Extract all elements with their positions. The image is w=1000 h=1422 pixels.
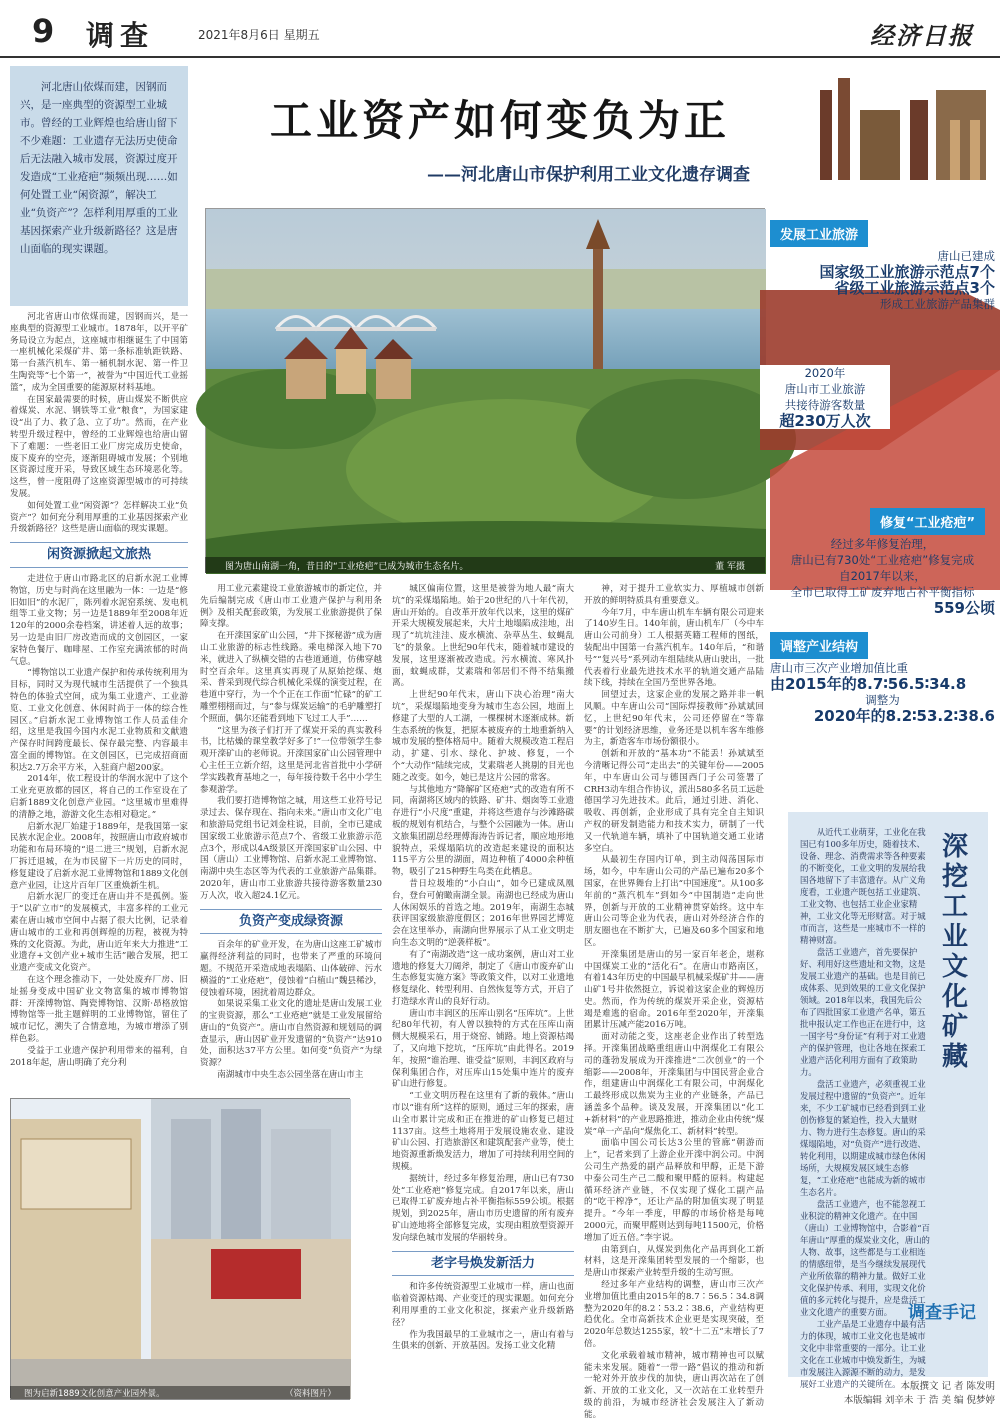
ig-sec1-text xyxy=(790,248,995,312)
c4-p1: 神，对于提升工业软实力、厚植城市创新开放的鲜明特质具有重要意义。 xyxy=(584,584,764,606)
lead-text: 河北唐山依煤而建，因钢而兴，是一座典型的资源型工业城市。曾经的工业辉煌也给唐山留下不少难题：工业遗存无法历史使命后无法融入城市发展，资源过度开发造成“工业疮疤”频频出现……如何处置工业“闲资源”，解决工业“负资产”？怎样利用厚重的工业基因探索产业升级新路径？这是唐山面临的现实课题。 xyxy=(20,81,178,255)
c2-subhead: 负资产变成绿资源 xyxy=(200,909,382,935)
ig-sec1-line3: 省级工业旅游示范点3个 xyxy=(834,279,995,297)
c1-subhead: 闲资源掀起文旅热 xyxy=(10,542,188,568)
main-photo-caption xyxy=(205,557,765,573)
c1-p2: 在国家最需要的时候，唐山煤炭不断供应着煤炭、水泥、钢铁等工业“粮食”，为国家建设“出了力、救了急、立了功”。然而，在产业转型升级过程中，曾经的工业辉煌也给唐山留下了难题：一些老旧工业厂房完成历史使命，废下废弃的空壳，逐渐阻碍城市发展；个别地区资源过度开采，导致区域生态环境恶化等。这些，曾一度阻碍了这座资源型城市的可持续发展。 xyxy=(10,394,188,499)
c4-p3: 回望过去，这家企业的发展之路并非一帆风顺。中车唐山公司“国际焊接教师”孙斌斌回忆，上世纪90年代末，公司还停留在“等靠要”的计划经济思维，业务还是以机车客车维修为主，新造客车市场份额很小。 xyxy=(584,690,764,748)
infographic xyxy=(760,70,1000,805)
c1-p5: “博物馆以工业遗产保护和传承传统利用为目标，同时又为现代城市生活提供了一个独具特色的体验式空间，成为集工业遗产、工业游览、工业文化创意、休闲时尚于一体的综合性园区。”启新水泥工业博物馆工作人员孟佳介绍，这里是我国今国内水泥工业物质和文献遗产保存时间跨度最长、保存最完整、内容最丰富全面的博物馆。在文创园区，已完成招商面积达2.7万余平方米，入驻商户超200家。 xyxy=(10,668,188,773)
ig-sec2-line5: 559公顷 xyxy=(933,599,995,617)
c4-p11: 文化承载着城市精神，城市精神也可以赋能未来发展。随着“一带一路”倡议的推动和新一轮对外开放步伐的加快，唐山再次站在了创新、开放的工业文化，又一次站在工业转型升级的前沿，为城市经济社会发展注入了新动能。 xyxy=(584,1350,764,1420)
c3-p1: 城区偏南位置，这里是被誉为地人最“南大坑”的采煤塌陷地。始于20世纪的八十年代初，唐山开始的。自改革开放年代以来，这里的煤矿开采大规模发展起来，大片土地塌陷成洼地，出现了“坑坑洼洼、废水横流、杂草丛生、蚊蝇乱飞”的景象。上世纪90年代末，随着城市建设的发展，这里逐渐被改造成。污水横流、寒风扑面，蚊蝇成群，艾素瑞和邻居们不得不结集搬离。 xyxy=(392,584,574,689)
ig-sec3-line3: 调整为 xyxy=(865,693,900,707)
c3-p7: “工业文明历程在这里有了新的载体。”唐山市以“谁有所”这样的原则，通过三年的探索，唐山全市累计完成和正在推进的矿山修复已超过1137亩。这些土地将用于发展设施农业、建设矿山公园、打造旅游区和建筑配套产业等，使土地资源重新焕发活力，增加了可持续利用空间的规模。 xyxy=(392,1091,574,1173)
ig-sec3-line2: 由2015年的8.7∶56.5∶34.8 xyxy=(770,675,967,693)
secondary-photo xyxy=(10,1098,350,1398)
c2-p5: 百余年的矿业开发，在为唐山这座工矿城市赢得经济利益的同时，也带来了严重的环境问题。不规范开采造成地表塌陷、山体破碎、污水横溢的“工业疮疤”，侵蚀着“白植山”魏县稀沙，侵蚀着环境，困扰着周边群众。 xyxy=(200,940,382,998)
ig-sec3-line1: 唐山市三次产业增加值比重 xyxy=(770,661,908,675)
page-number: 9 xyxy=(32,12,55,50)
section-title: 调查 xyxy=(86,19,155,52)
c3-p3: 与其他地方“降解矿区疮疤”式的改造有所不同，南湖将区域内的铁路、矿井、烟囱等工业遗存进行“小尺度”重建，并将这些遗存与沙滩路碳板的规划有机结合，与整个公园融为一体。唐山文旅集团副总经理傅海涛告诉记者，顺应地形地貌特点，采煤塌陷坑的改造起来建设的面积达115平方公里的湖面，周边种植了4000余种植物，吸引了215种野生鸟类在此栖息。 xyxy=(392,784,574,878)
c4-p10: 经过多年产业结构的调整，唐山市三次产业增加值比重由2015年的8.7∶56.5∶34.8调整为2020年的8.2∶53.2∶38.6，产业结构更趋优化。全市高新技术企业更是实现突破，至2020年总数达1255家，较“十二五”末增长了7倍。 xyxy=(584,1280,764,1349)
secondary-photo-caption xyxy=(10,1386,350,1400)
ig-sec3 xyxy=(770,632,868,659)
c4-p7: 面对动能之变，这座老企业作出了转型选择。开滦集团战略重组唐山中润煤化工有限公司的蓬勃发展成为开滦推进“二次创业”的一个缩影——2008年，开滦集团与中国民营企业合作，组建唐山中润煤化工有限公司，中润煤化工最终形成以焦炭为主业的产业链条，产品已涵盖多个品种。谈及发展，开滦集团以“化工+新材料”的产业思路推进，推动企业由传统“煤炭”单一产品向“煤焦化工、新材料”转型。 xyxy=(584,1032,764,1137)
ig-sec1-line4: 形成工业旅游产品集群 xyxy=(880,297,995,311)
c3-p5: 有了“南湖改造”这一成功案例，唐山对工业遗地的修复大刀阔斧，制定了《唐山市废弃矿山生态修复实施方案》等政策文件，以对工业遗地修复绿化、转型利用、自然恢复等方式，开启了打造绿水青山的良好行动。 xyxy=(392,949,574,1007)
credits xyxy=(785,1380,995,1408)
c2-p3: “这里为孩子们打开了煤炭开采的真实教科书，比枯燥的课堂教学好多了!”一位带领学生参观开滦矿山的老师说。开滦国家矿山公园管理中心主任王立新介绍，这里是河北省首批中小学研学实践教育基地之一，每年接待数千名中小学生参观游学。 xyxy=(200,725,382,795)
ig-sec1-line2: 国家级工业旅游示范点7个 xyxy=(819,263,995,281)
column-1 xyxy=(10,312,188,1097)
c3-subhead: 老字号焕发新活力 xyxy=(392,1251,574,1277)
c1-p6: 2014年，依工程设计的华润水泥中了这个工业充更放都的园区，将自己的工作室设在了启新1889文化创意产业园。“这里城市里难得的清静之地，游游文化生态相对稳定。” xyxy=(10,774,188,820)
ig-sec2-line2: 唐山已有730处“工业疮疤”修复完成 xyxy=(790,553,975,567)
side-p5: 工业产品是工业遗存中最有活力的体现，城市工业文化也是城市文化中非常重要的一部分。让工业文化在工业城市中焕发新生，为城市发展注入源源不断的动力，是发展好工业遗产的关键所在。 xyxy=(800,1319,926,1389)
issue-date: 2021年8月6日 星期五 xyxy=(198,28,320,42)
c3-p4: 昔日垃圾堆的“小白山”，如今已建成凤凰台，登台可俯瞰南湖全景。南湖也已经成为唐山人休闲娱乐的首选之地。2019年，南湖生态城获评国家级旅游度假区；2016年世界园艺博览会在这里举办，南湖向世界展示了从工业文明走向生态文明的“逆袭样板”。 xyxy=(392,878,574,948)
c1-p3: 如何处置工业“闲资源”？怎样解决工业“负资产”？如何充分利用厚重的工业基因探索产业升级新路径？这些是唐山面临的现实课题。 xyxy=(10,500,188,535)
c1-p1: 河北省唐山市依煤而建，因钢而兴，是一座典型的资源型工业城市。1878年，以开平矿务局设立为起点，这座城市相继诞生了中国第一座机械化采煤矿井、第一条标准轨距铁路、第一台蒸汽机车、第一桶机制水泥、第一件卫生陶瓷等“七个第一”，被誉为“中国近代工业摇篮”，成为全国重要的能源原材料基地。 xyxy=(10,312,188,393)
side-commentary-title: 深挖工业文化矿藏 xyxy=(941,832,968,1072)
side-commentary-tag: 调查手记 xyxy=(908,1303,976,1323)
ig-sec3-line4: 2020年的8.2∶53.2∶38.6 xyxy=(813,707,995,725)
c1-p9: 在这个理念推动下，一处处废弃厂房、旧址摇身变成中国矿业文物富集的城市博物馆群：开滦博物馆、陶瓷博物馆、汉斯·昂格放馆博物馆等一批主题鲜明的工业博物馆，留住了城市记忆，溯失了合情意地，为城市增添了别样色彩。 xyxy=(10,975,188,1045)
main-photo xyxy=(205,208,765,573)
c4-p9: 由第到白，从煤炭到焦化产品再到化工新材料，这是开滦集团转型发展的一个缩影，也是唐山市探索产业转型升级的生动写照。 xyxy=(584,1244,764,1279)
ig-sec1-line6: 唐山市工业旅游 xyxy=(784,382,866,396)
c2-p1: 用工业元素建设工业旅游城市的新定位，并先后编制完成《唐山市工业遗产保护与利用条例》及相关配套政策，为发展工业旅游提供了保障支撑。 xyxy=(200,584,382,630)
c4-p8: 面临中国公司长达3公里的管廊“朝游而上”，记者来到了上游企业开滦中润公司。中润公司生产热爱的副产品释放和甲醇，正是下游中泰公司生产己二酸和聚甲醛的原料。构建起循环经济产业链，不仅实现了煤化工副产品的“吃干榨净”，还让产品的附加值实现了明显提升。“今年一季度，甲醇的市场价格是每吨2000元，而聚甲醛则达到每吨11500元，价格增加了近五倍。”李宇说。 xyxy=(584,1138,764,1243)
c2-p2: 在开滦国家矿山公园，“井下探秘游”成为唐山工业旅游的标志性线路。乘电梯深入地下70米，就进入了纵横交错的古巷道通道，仿佛穿越时空百余年。这里真实再现了从原始挖煤、炮采、普采到现代综合机械化采煤的演变过程，在巷道中穿行，为一个个正在工作面“忙碌”的矿工雕塑栩栩而过，与“参与煤炭运输”的毛驴雕塑打个照面，偶尔还能看到地下飞过工人手”…… xyxy=(200,631,382,724)
ig-sec2-line1: 经过多年修复治理， xyxy=(830,537,935,551)
side-p4: 盘活工业遗产，也不能忽视工业积淀的精神文化遗产。在中国（唐山）工业博物馆中，合影着“百年唐山”厚重的煤炭业文化，唐山的人物、故事，这些都是与工业相连的情感纽带，是当今继续发展现代产业所依靠的精神力量。做好工业文化保护传承、利用，实现文化价值的多元转化与提升，应是盘活工业文化遗产的重要方面。 xyxy=(800,1199,930,1317)
c1-p4: 走进位于唐山市路北区的启新水泥工业博物馆，历史与时尚在这里融为一体：一边是“修旧如旧”的水泥厂，陈列着水泥窑系统、发电机组等工业文物；另一边是1889年至2008年近120年的2000余卷档案，讲述着人远的故事；另一边是由旧厂房改造而成的文创园区，一家家特色餐厅、咖啡屋、工作室充满浓郁的时尚气息。 xyxy=(10,573,188,667)
c2-p7: 南湖城市中央生态公园坐落在唐山市主 xyxy=(217,1070,364,1081)
column-3 xyxy=(392,584,574,1404)
c3-p6: 唐山市丰润区的压库山别名“压库坑”。上世纪80年代初，有人曾以独特的方式在压库山南侧大规模采石，用于烧窑、铺路。地上资源枯竭了，又向地下挖坑，“压库坑”由此得名。2019年，按照“谁治理、谁受益”原则，丰润区政府与保利集团合作，对压库山15处集中连片的废弃矿山进行修复。 xyxy=(392,1008,574,1090)
ig-tag-tourism: 发展工业旅游 xyxy=(770,220,868,247)
side-p2: 盘活工业遗产，首先要保护好、利用好这些遗址和文物，这是发展工业遗产的基础。也是目前已成体系、见到效果的工业文化保护领域。2018年以来，我国先后公布了四批国家工业遗产名单，第五批申报认定工作也正在进行中，这一国字号“身份证”有利于对工业遗产的保护管理，也让各地在探索工业遗产活化利用方面有了政策助力。 xyxy=(800,947,926,1077)
c3-p10: 作为我国最早的工业城市之一，唐山有着与生俱来的创新、开放基因。发扬工业文化精 xyxy=(392,1329,574,1352)
c3-p2: 上世纪90年代末，唐山下决心治理“南大坑”，采煤塌陷地变身为城市生态公园，地面上修建了大型的人工湖，一棵棵树木逐渐成林。新生态系统的恢复，把原本被废弃的土地重新纳入城市发展的整体格局中。随着大规模改造工程启动，扩建、引水、绿化、护坡、修复，一个个“大动作”陆续完成，艾素瑞老人挑剔的目光也随之改变。如今，她已是这片公园的常客。 xyxy=(392,690,574,783)
secondary-photo-image xyxy=(11,1099,351,1399)
credits-editor: 本版编辑 刘辛未 于 浩 美 编 倪梦婷 xyxy=(843,1395,995,1406)
main-photo-image xyxy=(206,209,766,574)
ig-sec1 xyxy=(770,220,868,247)
ig-tag-structure: 调整产业结构 xyxy=(770,632,868,659)
c3-p9: 和许多传统资源型工业城市一样，唐山也面临着资源枯竭、产业变迁的现实课题。如何充分利用厚重的工业文化积淀，探索产业升级新路径？ xyxy=(392,1282,574,1328)
ig-sec2-text xyxy=(770,536,995,616)
newspaper-logo: 经济日报 xyxy=(870,21,974,50)
secondary-photo-credit: （资料图片） xyxy=(284,1389,336,1399)
ig-sec3-text xyxy=(770,660,995,724)
c3-p8: 据统计，经过多年修复治理，唐山已有730处“工业疮疤”修复完成。自2017年以来，唐山已取得工矿废弃地占补平衡指标559公顷。根据规划，到2025年，唐山市历史遗留的所有废弃矿山迹地将全部修复完成，实现由粗放型资源开发向绿色城市发展的华丽转身。 xyxy=(392,1173,574,1243)
c1-p10: 受益于工业遗产保护利用带来的福利，自2018年起，唐山明确了充分利 xyxy=(10,1045,188,1068)
c2-p4: 我们要打造博物馆之城，用这些工业符号记录过去、保存现在、指向未来。”唐山市文化广电和旅游局党组书记刘金柱说，目前，全市已建成国家级工业旅游示范点7个、省级工业旅游示范点3个，形成以4A级景区开滦国家矿山公园、中国（唐山）工业博物馆、启新水泥工业博物馆、南湖中央生态区等为代表的工业旅游产品集群。2020年，唐山市工业旅游共接待游客数量230万人次，收入超24.1亿元。 xyxy=(200,796,382,901)
ig-sec2-line4: 全市已取得工矿废弃地占补平衡指标 xyxy=(790,585,975,599)
lead-box xyxy=(10,66,188,306)
main-photo-caption-text: 图为唐山南湖一角，昔日的“工业疮疤”已成为城市生态名片。 xyxy=(225,562,469,572)
c4-p6: 开滦集团是唐山的另一家百年老企，堪称中国煤炭工业的“活化石”。在唐山市路南区，有着143年历史的中国最早机械采煤矿井——唐山矿1号井依然挺立，诉说着这家企业的辉煌历史。然而，作为传统的煤炭开采企业，资源枯竭是难逃的宿命。2016年至2020年，开滦集团累计压减产能2016万吨。 xyxy=(584,949,764,1031)
ig-tag-repair: 修复“工业疮疤” xyxy=(870,508,985,535)
credits-writer: 本版撰文 记 者 陈发明 xyxy=(900,1381,995,1392)
ig-sec1-line8: 超230万人次 xyxy=(779,412,871,430)
ig-sec1-line1: 唐山已建成 xyxy=(937,249,995,263)
column-4 xyxy=(584,584,764,1420)
side-p3: 盘活工业遗产，必须重视工业发展过程中遗留的“负资产”。近年来，不少工矿城市已经看到到工业创伤修复的紧迫性，投入大量财力、物力进行生态修复。唐山的采煤塌陷地，对“负资产”进行改造、转化利用，以期建成城市绿色休闲场所，大规模发展区域生态修复，“工业疮疤”也能成为新的城市生态名片。 xyxy=(800,1079,926,1197)
ig-sec1-line5: 2020年 xyxy=(804,366,846,380)
c2-p6: 如果说采集工业文化的遗址是唐山发展工业的宝贵资源，那么“工业疮疤”就是工业发展留给唐山的“负资产”。唐山市自然资源和规划局的调查显示，唐山因矿业开发遗留的“负资产”达910处，面积达37平方公里。如何变“负资产”为绿资源？ xyxy=(200,999,382,1069)
side-p1: 从近代工业萌芽，工业化在我国已有100多年历史，随着技术、设备、理念、消费需求等各种要素的不断变化，工业文明的发展给我国各地留下了丰富遗存。从广义角度看，工业遗产既包括工业建筑、工业文物、也包括工业企业家精神，工业文化等无形财富。对于城市而言，这些是一座城市不一样的精神财富。 xyxy=(800,827,926,945)
ig-sec2 xyxy=(870,508,985,535)
c4-p2: 今年7月，中车唐山机车车辆有限公司迎来了140岁生日。140年前，唐山机车厂（今中车唐山公司前身）工人根据英籍工程师的图纸，装配出中国第一台蒸汽机车。140年后，“和谐号”“复兴号”系列动车组陆续从唐山驶出，一批代表着行业最先进技术水平的轨道交通产品陆续下线，持续在全国乃至世界各地。 xyxy=(584,607,764,689)
main-photo-credit: 董 军摄 xyxy=(715,562,745,572)
ig-sec2-line3: 自2017年以来， xyxy=(839,569,926,583)
headline: 工业资产如何变负为正 xyxy=(269,96,730,145)
secondary-photo-caption-text: 图为启新1889文化创意产业园外景。 xyxy=(24,1389,165,1399)
ig-sec1-text2 xyxy=(760,365,890,429)
c1-p8: 启新水泥厂的变迁在唐山并不是孤例。鉴于“以矿立市”的发展模式，丰富多样的工业元素在唐山城市空间中占据了很大比例，记录着唐山城市的工业和再创辉煌的历程，被视为特殊的文化资源。为此，唐山近年来大力推进“工业遗存+文创产业+城市生活”融合发展，把工业遗产变成文化资产。 xyxy=(10,892,188,974)
c4-p5: 从最初生存国内订单，到主动闯荡国际市场，如今，中车唐山公司的产品已遍布20多个国家，在世界舞台上打出“中国速度”。从100多年前的“蒸汽机车”到如今“中国制造”走向世界，创新与开放的工业精神贯穿始终。这中车唐山公司等企业为代表，唐山对外经济合作的朋友圈也在不断扩大，已遍及60多个国家和地区。 xyxy=(584,855,764,948)
c4-p4: 创新和开放的“基本功”不能丢！孙斌斌至今清晰记得公司“走出去”的关键年份——2005年，中车唐山公司与德国西门子公司签署了CRH3动车组合作协议，派出580多名员工远赴德国学习先进技术。此后，通过引进、消化、吸收、再创新，企业形成了具有完全自主知识产权的研发制造能力和技术实力，研制了一代又一代轨道车辆，填补了中国轨道交通工业诸多空白。 xyxy=(584,749,764,854)
ig-sec1-line7: 共接待游客数量 xyxy=(784,398,866,412)
subheadline: ——河北唐山市保护利用工业文化遗存调查 xyxy=(427,165,750,185)
c1-p7: 启新水泥厂始建于1889年，是我国第一家民族水泥企业。2008年，按照唐山市政府城市功能和布局环境的“退二进三”规划，启新水泥厂拆迁退城，在为市民留下一片历史的同时，修复建设了启新水泥工业博物馆和1889文化创意产业园，让这片百年厂区重焕新生机。 xyxy=(10,821,188,891)
